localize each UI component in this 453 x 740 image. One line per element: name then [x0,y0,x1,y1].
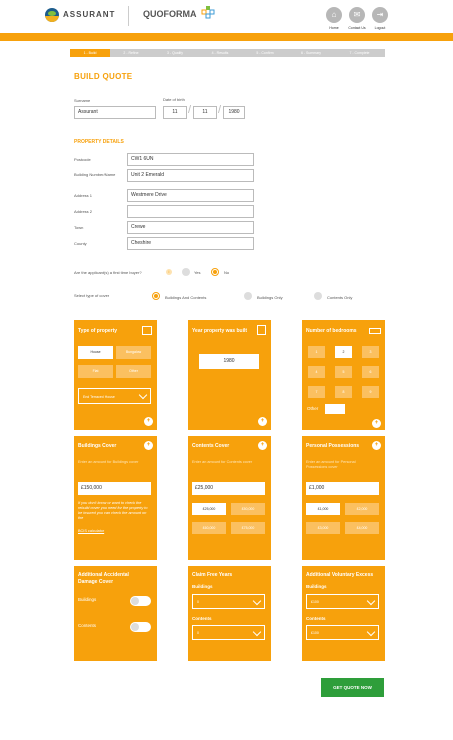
year-built-input[interactable]: 1980 [199,354,259,369]
page-title: BUILD QUOTE [74,72,133,81]
contents-cover-card [188,436,271,560]
excess-contents-select[interactable] [306,625,379,640]
step-complete: 7 - Complete [349,51,370,55]
info-plus-icon[interactable]: + [144,441,153,450]
contents-cover-hint: Enter an amount for Contents cover [192,460,253,464]
contents-cover-input[interactable]: £25,000 [192,482,265,495]
bedroom-option-4[interactable]: 4 [308,366,325,378]
postcode-label: Postcode [74,157,91,162]
dob-month-input[interactable]: 11 [193,106,217,119]
bedroom-option-6[interactable]: 6 [362,366,379,378]
info-plus-icon[interactable]: + [258,441,267,450]
info-plus-icon[interactable]: + [144,417,153,426]
step-results: 4 - Results [211,51,229,55]
logout-icon[interactable]: ⇥ [372,7,388,23]
chevron-down-icon [253,597,261,605]
property-subtype-value: End Terraced House [83,395,115,399]
step-confirm: 5 - Confirm [256,51,274,55]
contents-cover-title: Contents Cover [192,443,230,449]
home-icon[interactable]: ⌂ [326,7,342,23]
cover-buildings-only-radio[interactable] [244,292,252,300]
surname-label: Surname [74,98,91,103]
bcis-calculator-link[interactable]: BCIS calculator [78,529,105,533]
address1-input[interactable]: Westmere Drive [127,189,254,202]
dob-separator: / [188,104,192,116]
contents-preset-1[interactable]: £25,000 [192,503,226,515]
property-house-option[interactable]: House [78,346,113,359]
personal-possessions-input[interactable]: £1,000 [306,482,379,495]
excess-contents-label: Contents [306,616,326,621]
bedrooms-title: Number of bedrooms [306,328,357,334]
claim-free-title: Claim Free Years [192,572,233,578]
buildings-cover-title: Buildings Cover [78,443,117,449]
personal-possessions-title: Personal Possessions [306,443,360,449]
step-summary: 6 - Summary [300,51,322,55]
bedroom-option-2[interactable]: 2 [335,346,352,358]
chevron-down-icon [367,597,375,605]
property-details-heading: PROPERTY DETAILS [74,139,124,145]
town-label: Town [74,225,84,230]
bedroom-option-8[interactable]: 8 [335,386,352,398]
possessions-preset-4[interactable]: £4,000 [345,522,379,534]
accidental-contents-label: Contents [78,623,97,628]
nav-contact-label[interactable]: Contact Us [348,26,366,30]
get-quote-button[interactable]: GET QUOTE NOW [321,678,384,697]
nav-logout-label[interactable]: Logout [374,26,386,30]
personal-possessions-card [302,436,385,560]
header-accent-bar [0,33,453,41]
buildings-cover-input[interactable]: £150,000 [78,482,151,495]
bedroom-option-9[interactable]: 9 [362,386,379,398]
first-time-buyer-question: Are the applicant(s) a first time buyer? [74,270,142,275]
cover-buildings-only-label: Buildings Only [257,295,283,300]
step-refine: 2 - Refine [123,51,139,55]
claim-free-contents-value: 0 [197,631,199,635]
step-qualify: 3 - Qualify [167,51,183,55]
cover-contents-only-radio[interactable] [314,292,322,300]
product-name: QUOFORMA [143,9,197,19]
possessions-preset-1[interactable]: £1,000 [306,503,340,515]
bedrooms-other-input[interactable] [325,404,345,414]
app-header [0,0,453,32]
chevron-down-icon [139,391,147,399]
buildings-cover-card [74,436,157,560]
calendar-icon [257,325,266,335]
ftb-yes-radio[interactable] [182,268,190,276]
property-type-card [74,320,157,430]
contents-preset-4[interactable]: £75,000 [231,522,265,534]
property-subtype-select[interactable] [78,388,151,404]
bedroom-option-3[interactable]: 3 [362,346,379,358]
county-input[interactable]: Cheshire [127,237,254,250]
address1-label: Address 1 [74,193,93,198]
cover-type-question: Select type of cover [74,293,110,298]
dob-day-input[interactable]: 11 [163,106,187,119]
ftb-yes-label: Yes [194,270,201,275]
possessions-preset-3[interactable]: £3,000 [306,522,340,534]
quoforma-logo-icon [200,5,216,21]
ftb-no-radio[interactable] [211,268,219,276]
bedrooms-other-label: Other [307,406,319,411]
chevron-down-icon [367,628,375,636]
info-plus-icon[interactable]: + [372,441,381,450]
cover-buildings-contents-radio[interactable] [152,292,160,300]
building-input[interactable]: Unit 2 Emerald [127,169,254,182]
claim-free-contents-label: Contents [192,616,212,621]
property-type-title: Type of property [78,328,118,334]
personal-possessions-hint: Enter an amount for Personal Possessions cover [306,460,356,469]
claim-free-buildings-value: 0 [197,600,199,604]
nav-home-label[interactable]: Home [329,26,339,30]
info-plus-icon[interactable]: + [258,417,267,426]
property-bungalow-option[interactable]: Bungalow [116,346,151,359]
excess-buildings-select[interactable] [306,594,379,609]
progress-steps [70,49,385,57]
bedrooms-card [302,320,385,430]
accidental-damage-title: Additional Accidental Damage Cover [78,572,129,585]
cover-contents-only-label: Contents Only [327,295,353,300]
claim-free-card [188,566,271,661]
claim-free-buildings-label: Buildings [192,584,213,589]
town-input[interactable]: Crewe [127,221,254,234]
property-other-option[interactable]: Other [116,365,151,378]
step-build: 1 - Build [70,49,110,57]
year-built-card [188,320,271,430]
excess-buildings-label: Buildings [306,584,327,589]
voluntary-excess-card [302,566,385,661]
accidental-buildings-label: Buildings [78,597,97,602]
possessions-preset-2[interactable]: £2,000 [345,503,379,515]
chevron-down-icon [253,628,261,636]
property-flat-option[interactable]: Flat [78,365,113,378]
voluntary-excess-title: Additional Voluntary Excess [306,572,374,578]
assurant-logo [45,8,59,22]
buildings-cover-hint: Enter an amount for Buildings cover [78,460,139,464]
dob-separator: / [218,104,222,116]
bedroom-option-7[interactable]: 7 [308,386,325,398]
claim-free-buildings-select[interactable] [192,594,265,609]
bedroom-option-1[interactable]: 1 [308,346,325,358]
address2-label: Address 2 [74,209,93,214]
accidental-damage-card [74,566,157,661]
county-label: County [74,241,87,246]
accidental-contents-toggle[interactable] [130,622,151,632]
house-icon [142,326,152,335]
dob-year-input[interactable]: 1980 [223,106,245,119]
bed-icon [369,328,381,334]
address2-input[interactable] [127,205,254,218]
accidental-buildings-toggle[interactable] [130,596,151,606]
excess-contents-value: £100 [311,631,319,635]
claim-free-contents-select[interactable] [192,625,265,640]
info-icon[interactable]: i [166,269,172,275]
header-divider [128,6,129,26]
cover-buildings-contents-label: Buildings And Contents [165,295,207,300]
ftb-no-label: No [224,270,230,275]
info-plus-icon[interactable]: + [372,419,381,428]
bedroom-option-5[interactable]: 5 [335,366,352,378]
dob-label: Date of birth [163,97,185,102]
contents-preset-2[interactable]: £50,000 [231,503,265,515]
surname-input[interactable]: Assurant [74,106,156,119]
year-built-title: Year property was built [192,328,248,334]
contents-preset-3[interactable]: £60,000 [192,522,226,534]
excess-buildings-value: £100 [311,600,319,604]
brand-name: ASSURANT [63,10,116,19]
mail-icon[interactable]: ✉ [349,7,365,23]
postcode-input[interactable]: CW1 6UN [127,153,254,166]
building-label: Building Number/Name [74,172,116,177]
buildings-cover-note: If you don't know or want to check the rebuild cover you need for the property to be insured you can check the amount on the [78,501,148,520]
